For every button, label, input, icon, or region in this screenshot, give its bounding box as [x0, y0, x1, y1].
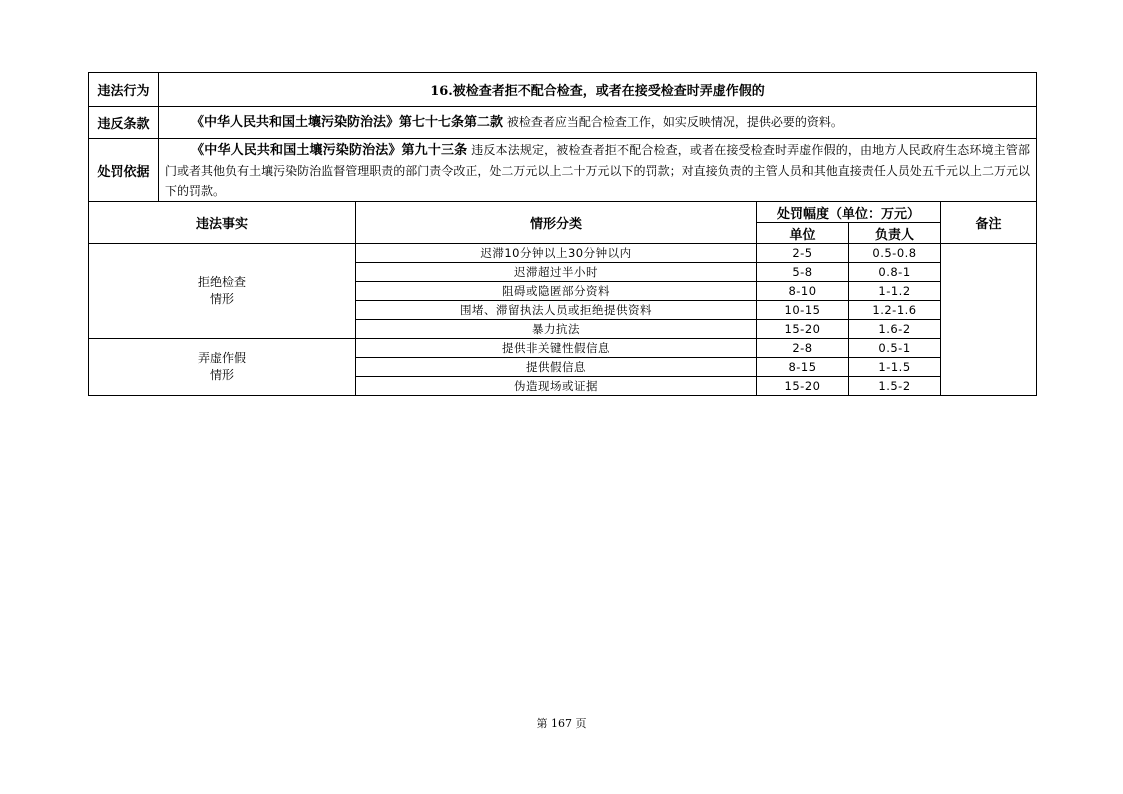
penalty-law: 《中华人民共和国土壤污染防治法》第九十三条 [191, 142, 468, 158]
regulation-header-table [88, 72, 1037, 202]
table-row [89, 339, 1037, 358]
violation-label: 违反条款 [89, 107, 159, 139]
category-cell: 迟滞10分钟以上30分钟以内 [356, 244, 757, 263]
unit-range-cell: 8-10 [757, 282, 849, 301]
page-number: 第 167 页 [536, 717, 587, 730]
category-cell: 阻碍或隐匿部分资料 [356, 282, 757, 301]
group-falsification: 弄虚作假 情形 [89, 339, 356, 396]
person-range-cell: 1.5-2 [849, 377, 941, 396]
behavior-label: 违法行为 [89, 73, 159, 107]
violation-law: 《中华人民共和国土壤污染防治法》第七十七条第二款 [191, 115, 504, 130]
violation-text: 被检查者应当配合检查工作，如实反映情况，提供必要的资料。 [506, 115, 843, 129]
penalty-row [89, 139, 1037, 202]
person-range-cell: 0.5-0.8 [849, 244, 941, 263]
category-cell: 迟滞超过半小时 [356, 263, 757, 282]
person-range-cell: 1.6-2 [849, 320, 941, 339]
person-range-cell: 1.2-1.6 [849, 301, 941, 320]
col-header-person: 负责人 [849, 223, 941, 244]
col-header-unit: 单位 [757, 223, 849, 244]
violation-content [159, 107, 1037, 139]
table-header-row-1 [89, 202, 1037, 223]
category-cell: 伪造现场或证据 [356, 377, 757, 396]
col-header-remark: 备注 [941, 202, 1037, 244]
person-range-cell: 0.8-1 [849, 263, 941, 282]
penalty-content [159, 139, 1037, 202]
behavior-row [89, 73, 1037, 107]
unit-range-cell: 2-5 [757, 244, 849, 263]
penalty-standard-table [88, 201, 1037, 396]
person-range-cell: 0.5-1 [849, 339, 941, 358]
category-cell: 围堵、滞留执法人员或拒绝提供资料 [356, 301, 757, 320]
penalty-text: 违反本法规定，被检查者拒不配合检查，或者在接受检查时弄虚作假的，由地方人民政府生态环境主管部门或者其他负有土壤污染防治监督管理职责的部门责令改正，处二万元以上二十万元以下的罚款；对直接负责的主管人员和其他直接责任人员处五千元以上二万元以下的罚款。 [165, 142, 1030, 198]
category-cell: 暴力抗法 [356, 320, 757, 339]
penalty-label: 处罚依据 [89, 139, 159, 202]
behavior-title: 16.被检查者拒不配合检查，或者在接受检查时弄虚作假的 [159, 73, 1037, 107]
person-range-cell: 1-1.2 [849, 282, 941, 301]
col-header-category: 情形分类 [356, 202, 757, 244]
remark-cell [941, 244, 1037, 396]
unit-range-cell: 15-20 [757, 320, 849, 339]
unit-range-cell: 15-20 [757, 377, 849, 396]
unit-range-cell: 8-15 [757, 358, 849, 377]
col-header-range: 处罚幅度（单位：万元） [757, 202, 941, 223]
col-header-fact: 违法事实 [89, 202, 356, 244]
category-cell: 提供假信息 [356, 358, 757, 377]
violation-row [89, 107, 1037, 139]
category-cell: 提供非关键性假信息 [356, 339, 757, 358]
unit-range-cell: 10-15 [757, 301, 849, 320]
unit-range-cell: 5-8 [757, 263, 849, 282]
group-refuse-inspection: 拒绝检查 情形 [89, 244, 356, 339]
person-range-cell: 1-1.5 [849, 358, 941, 377]
unit-range-cell: 2-8 [757, 339, 849, 358]
table-row [89, 244, 1037, 263]
